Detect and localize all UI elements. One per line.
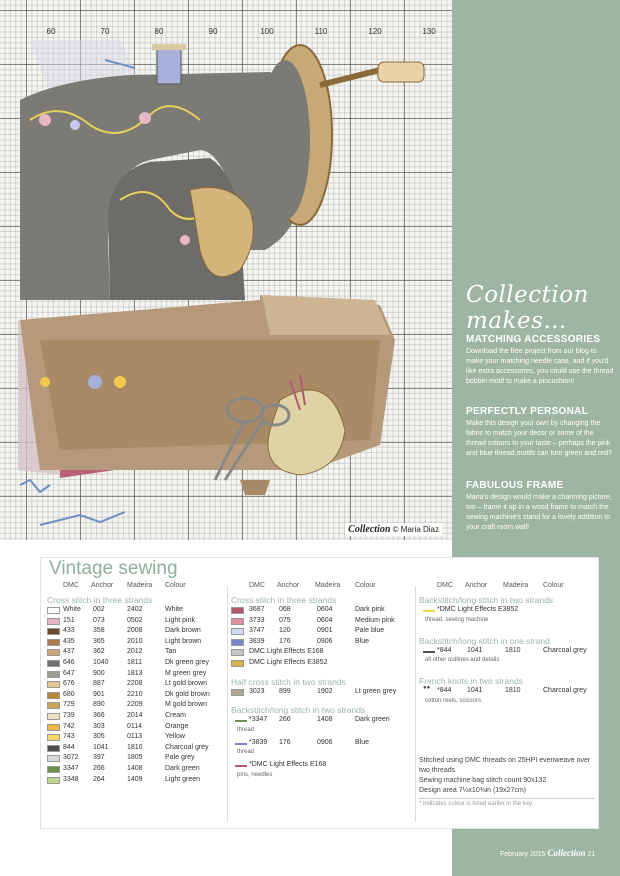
key-rows — [419, 687, 595, 710]
section-matching-accessories — [466, 334, 614, 387]
colour-swatch — [47, 745, 60, 752]
key-column-2 — [231, 582, 416, 784]
colour-swatch — [47, 628, 60, 635]
colour-swatch — [231, 660, 244, 667]
key-subheading: French knots in two strands — [419, 676, 523, 687]
key-madeira: 0114 — [127, 722, 143, 730]
key-subheading: Backstitch/long stitch in one strand — [419, 635, 550, 646]
bobbin-3 — [114, 376, 126, 388]
blue-flower — [70, 120, 80, 130]
key-subheading: Cross stitch in three strands — [231, 595, 337, 605]
key-colour: White — [165, 606, 183, 613]
key-madeira: 0502 — [127, 616, 143, 624]
key-note: cotton reels, scissors — [425, 697, 482, 704]
key-colour: Lt gold brown — [165, 680, 208, 688]
pink-flower-3 — [180, 235, 190, 245]
crank-arm — [320, 70, 380, 85]
colour-swatch — [47, 702, 60, 709]
key-dmc: DMC Light Effects E3852 — [249, 658, 328, 666]
key-anchor: 887 — [93, 680, 105, 688]
colour-swatch — [231, 649, 244, 656]
key-anchor: 900 — [93, 669, 105, 677]
page-number: 21 — [587, 851, 596, 858]
key-row — [47, 733, 227, 744]
key-anchor: 1040 — [93, 658, 109, 666]
key-anchor: 303 — [93, 722, 105, 730]
colour-swatch — [231, 639, 244, 646]
section-fabulous-frame — [466, 480, 614, 533]
key-row — [231, 648, 416, 659]
key-column-1 — [47, 582, 227, 786]
key-madeira: 1813 — [127, 669, 143, 677]
header-colour: Colour — [355, 582, 376, 589]
panel-headline — [466, 282, 589, 334]
key-rows — [47, 606, 227, 786]
key-row — [47, 691, 227, 702]
key-row — [47, 648, 227, 659]
key-anchor: 899 — [279, 687, 291, 695]
key-row — [47, 701, 227, 712]
key-anchor: 362 — [93, 648, 105, 656]
header-anchor: Anchor — [91, 582, 114, 589]
header-dmc: DMC — [63, 582, 79, 589]
key-colour: Yellow — [165, 733, 185, 741]
key-colour: M green grey — [165, 669, 207, 677]
key-dmc: *844 — [437, 646, 452, 654]
info-design-area: Design area 7¼x10⅜in (19x27cm) — [419, 787, 527, 794]
column-number: 110 — [314, 27, 328, 36]
key-row — [231, 659, 416, 670]
key-note: pins, needles — [237, 771, 273, 778]
header-madeira: Madeira — [315, 582, 341, 589]
key-row — [231, 761, 416, 772]
key-row — [231, 739, 416, 750]
key-column-3 — [419, 582, 595, 710]
key-madeira: 0113 — [127, 733, 143, 741]
key-colour: Light pink — [165, 616, 195, 624]
key-dmc: *DMC Light Effects E168 — [249, 761, 327, 769]
colour-swatch — [231, 607, 244, 614]
key-dmc: 743 — [63, 733, 75, 741]
section-perfectly-personal — [466, 406, 614, 459]
key-dmc: 680 — [63, 690, 75, 698]
key-dmc: 647 — [63, 669, 75, 677]
key-row — [47, 723, 227, 734]
pink-flower — [39, 114, 51, 126]
key-dmc: 435 — [63, 637, 75, 645]
key-madeira: 2010 — [127, 637, 143, 645]
key-rows — [419, 647, 595, 670]
key-anchor: 358 — [93, 627, 105, 635]
key-anchor: 1041 — [467, 687, 483, 695]
key-colour: Lt green grey — [355, 687, 397, 695]
colour-swatch — [47, 649, 60, 656]
backstitch-line-swatch — [423, 651, 435, 653]
info-fabric: Stitched using DMC threads on 25HPI evenweave over two threads — [419, 757, 591, 774]
key-anchor: 1041 — [467, 646, 483, 654]
colour-swatch — [47, 671, 60, 678]
key-row — [47, 627, 227, 638]
section-text: Maria's design would make a charming picture, too – frame it up in a wood frame to match the sewing machine's stand for a lovely addition to your craft room wall! — [466, 494, 612, 531]
key-madeira: 0604 — [317, 606, 333, 613]
key-anchor: 266 — [279, 716, 291, 724]
header-anchor: Anchor — [277, 582, 300, 589]
key-dmc: 844 — [63, 743, 75, 751]
stitching-info — [419, 756, 595, 809]
key-anchor: 365 — [93, 637, 105, 645]
header-dmc: DMC — [437, 582, 453, 589]
key-colour: Charcoal grey — [543, 646, 587, 654]
key-dmc: 3839 — [249, 637, 265, 645]
key-colour: Charcoal grey — [165, 743, 209, 751]
key-madeira: 2210 — [127, 690, 143, 698]
key-row — [47, 617, 227, 628]
colour-swatch — [47, 681, 60, 688]
headline-line-1: Collection — [466, 282, 589, 308]
section-title: PERFECTLY PERSONAL — [466, 406, 589, 417]
key-row — [419, 606, 595, 617]
thimble — [240, 480, 270, 495]
pincushion — [268, 390, 345, 475]
section-text: Make this design your own by changing the fabric to match your decor or some of the thread colours to your taste – perhaps the pink and blue thread motifs can turn green and red? — [466, 420, 612, 457]
key-anchor: 366 — [93, 711, 105, 719]
section-title: FABULOUS FRAME — [466, 480, 564, 491]
colour-swatch — [47, 724, 60, 731]
key-madeira: 1811 — [127, 658, 143, 666]
key-rows — [419, 606, 595, 629]
key-colour: Blue — [355, 738, 370, 746]
header-madeira: Madeira — [127, 582, 153, 589]
colour-swatch — [47, 639, 60, 646]
key-colour: Tan — [165, 648, 177, 656]
header-dmc: DMC — [249, 582, 265, 589]
key-row — [231, 606, 416, 617]
cross-stitch-chart — [0, 0, 452, 540]
key-madeira: 1408 — [317, 716, 333, 724]
key-madeira: 1409 — [127, 775, 143, 783]
column-number: 120 — [368, 27, 382, 36]
key-row — [47, 744, 227, 755]
key-dmc: *DMC Light Effects E3852 — [437, 606, 519, 613]
backstitch-line-swatch — [423, 610, 435, 612]
credit-text: © Maria Diaz — [392, 525, 439, 534]
column-number: 100 — [260, 27, 274, 36]
bobbin-1 — [40, 377, 50, 387]
column-number: 70 — [100, 27, 110, 36]
sewing-machine-illustration — [0, 0, 452, 540]
wheel-inner — [260, 60, 310, 220]
key-header — [47, 582, 227, 594]
footer-brand: Collection — [547, 848, 586, 858]
credit-brand: Collection — [348, 524, 391, 535]
colour-swatch — [47, 607, 60, 614]
key-colour: Dark green — [355, 716, 390, 724]
key-anchor: 266 — [93, 764, 105, 772]
key-madeira: 1805 — [127, 754, 143, 762]
colour-swatch — [47, 713, 60, 720]
key-madeira: 2208 — [127, 680, 143, 688]
key-row — [47, 606, 227, 617]
key-madeira: 2014 — [127, 711, 143, 719]
page-footer — [500, 848, 595, 858]
key-dmc: *844 — [437, 687, 452, 695]
key-colour: Cream — [165, 711, 187, 719]
key-row — [47, 670, 227, 681]
key-colour: Medium pink — [355, 616, 395, 624]
colour-swatch — [47, 766, 60, 773]
key-rows — [231, 606, 416, 670]
key-dmc: 3687 — [249, 606, 265, 613]
spool-top — [152, 44, 186, 50]
key-anchor: 120 — [279, 627, 291, 635]
key-header — [419, 582, 595, 594]
header-colour: Colour — [165, 582, 186, 589]
key-madeira: 1902 — [317, 687, 333, 695]
key-colour: Light brown — [165, 637, 202, 645]
column-number: 130 — [422, 27, 436, 36]
colour-swatch — [47, 692, 60, 699]
key-dmc: 3347 — [63, 764, 79, 772]
key-title: Vintage sewing — [49, 558, 178, 579]
key-row — [47, 680, 227, 691]
key-madeira: 0604 — [317, 616, 333, 624]
backstitch-line-swatch — [235, 743, 247, 745]
designer-credit — [345, 523, 442, 536]
key-madeira: 1810 — [505, 687, 521, 695]
key-row — [47, 638, 227, 649]
key-colour: Dark pink — [355, 606, 385, 613]
footer-date: February 2015 — [500, 851, 546, 858]
colour-swatch — [231, 689, 244, 696]
key-row — [47, 712, 227, 723]
column-divider — [227, 586, 228, 822]
blue-thread-line-2 — [40, 512, 125, 525]
key-colour: Blue — [355, 637, 370, 645]
key-row — [231, 627, 416, 638]
key-colour: Dk gold brown — [165, 690, 210, 698]
key-colour: Dk green grey — [165, 658, 209, 666]
backstitch-line-swatch — [235, 765, 247, 767]
key-madeira: 2402 — [127, 606, 143, 613]
key-row — [419, 687, 595, 698]
key-anchor: 901 — [93, 690, 105, 698]
section-title: MATCHING ACCESSORIES — [466, 334, 601, 345]
key-dmc: 3733 — [249, 616, 265, 624]
key-dmc: 3023 — [249, 687, 265, 695]
key-dmc: *3347 — [249, 716, 268, 724]
key-rows — [231, 688, 416, 699]
key-dmc: White — [63, 606, 81, 613]
key-dmc: 3348 — [63, 775, 79, 783]
key-madeira: 1408 — [127, 764, 143, 772]
column-number: 80 — [154, 27, 164, 36]
key-subheading: Backstitch/long stitch in two strands — [231, 705, 366, 716]
header-madeira: Madeira — [503, 582, 529, 589]
key-note: all other outlines and details — [425, 657, 500, 664]
key-anchor: 068 — [279, 606, 291, 613]
info-stitch-count: Sewing machine bag stitch count 90x132 — [419, 777, 547, 784]
pink-flower-2 — [139, 112, 151, 124]
key-anchor: 075 — [279, 616, 291, 624]
column-number: 90 — [208, 27, 218, 36]
section-text: Download the free project from our blog to make your matching needle case, and if you'd like extra accessories, you could use the thread bobbin motif to make a pincushion! — [466, 348, 614, 385]
colour-swatch — [47, 660, 60, 667]
key-dmc: *3839 — [249, 738, 268, 746]
key-madeira: 0906 — [317, 637, 333, 645]
bobbin-2 — [88, 375, 102, 389]
key-dmc: 3747 — [249, 627, 265, 635]
key-dmc: 3072 — [63, 754, 79, 762]
colour-swatch — [231, 618, 244, 625]
key-anchor: 073 — [93, 616, 105, 624]
key-dmc: 437 — [63, 648, 75, 656]
key-madeira: 1810 — [505, 646, 521, 654]
key-row — [231, 688, 416, 699]
key-row — [419, 647, 595, 658]
backstitch-line-swatch — [235, 720, 247, 722]
key-colour: Orange — [165, 722, 189, 730]
key-madeira: 2008 — [127, 627, 143, 635]
key-row — [231, 638, 416, 649]
key-dmc: 646 — [63, 658, 75, 666]
headline-line-2: makes… — [466, 308, 567, 334]
key-row — [231, 716, 416, 727]
key-row — [47, 765, 227, 776]
column-divider — [415, 586, 416, 822]
info-footnote: * indicates colour is listed earlier in the key — [419, 798, 595, 809]
thread-spool — [157, 48, 181, 84]
key-anchor: 264 — [93, 775, 105, 783]
key-note: thread — [237, 749, 255, 756]
header-anchor: Anchor — [465, 582, 488, 589]
key-anchor: 1041 — [93, 743, 109, 751]
base-box-top — [262, 295, 390, 335]
key-anchor: 305 — [93, 733, 105, 741]
colour-swatch — [47, 755, 60, 762]
key-row — [231, 617, 416, 628]
blue-thread-line — [20, 480, 50, 492]
key-anchor: 176 — [279, 637, 291, 645]
key-colour: Dark brown — [165, 627, 201, 635]
crank-handle — [378, 62, 424, 82]
key-dmc: 676 — [63, 680, 75, 688]
key-dmc: DMC Light Effects E168 — [249, 648, 324, 656]
key-row — [47, 659, 227, 670]
key-colour: M gold brown — [165, 701, 208, 709]
key-dmc: 739 — [63, 711, 75, 719]
key-rows — [231, 716, 416, 784]
key-row — [47, 754, 227, 765]
key-colour: Dark green — [165, 764, 200, 772]
colour-swatch — [231, 628, 244, 635]
key-header — [231, 582, 416, 594]
key-note: thread, sewing machine — [425, 616, 489, 623]
thread-key — [40, 557, 599, 829]
key-colour: Pale grey — [165, 754, 195, 762]
key-madeira: 2209 — [127, 701, 143, 709]
key-anchor: 002 — [93, 606, 105, 613]
key-colour: Pale blue — [355, 627, 385, 635]
key-subheading: Cross stitch in three strands — [47, 595, 153, 605]
key-anchor: 397 — [93, 754, 105, 762]
key-madeira: 1810 — [127, 743, 143, 751]
key-madeira: 2012 — [127, 648, 143, 656]
key-dmc: 433 — [63, 627, 75, 635]
key-madeira: 0901 — [317, 627, 333, 635]
column-number: 60 — [46, 27, 56, 36]
french-knot-swatch: ●● — [423, 685, 431, 692]
key-colour: Charcoal grey — [543, 687, 587, 695]
key-subheading: Half cross stitch in two strands — [231, 676, 346, 687]
key-anchor: 890 — [93, 701, 105, 709]
key-row — [47, 776, 227, 787]
colour-swatch — [47, 734, 60, 741]
key-anchor: 176 — [279, 738, 291, 746]
colour-swatch — [47, 777, 60, 784]
key-madeira: 0906 — [317, 738, 333, 746]
key-colour: Light green — [165, 775, 201, 783]
key-dmc: 729 — [63, 701, 75, 709]
key-dmc: 151 — [63, 616, 75, 624]
colour-swatch — [47, 618, 60, 625]
header-colour: Colour — [543, 582, 564, 589]
key-note: thread — [237, 726, 255, 733]
key-dmc: 742 — [63, 722, 75, 730]
key-subheading: Backstitch/long stitch in two strands — [419, 595, 554, 605]
